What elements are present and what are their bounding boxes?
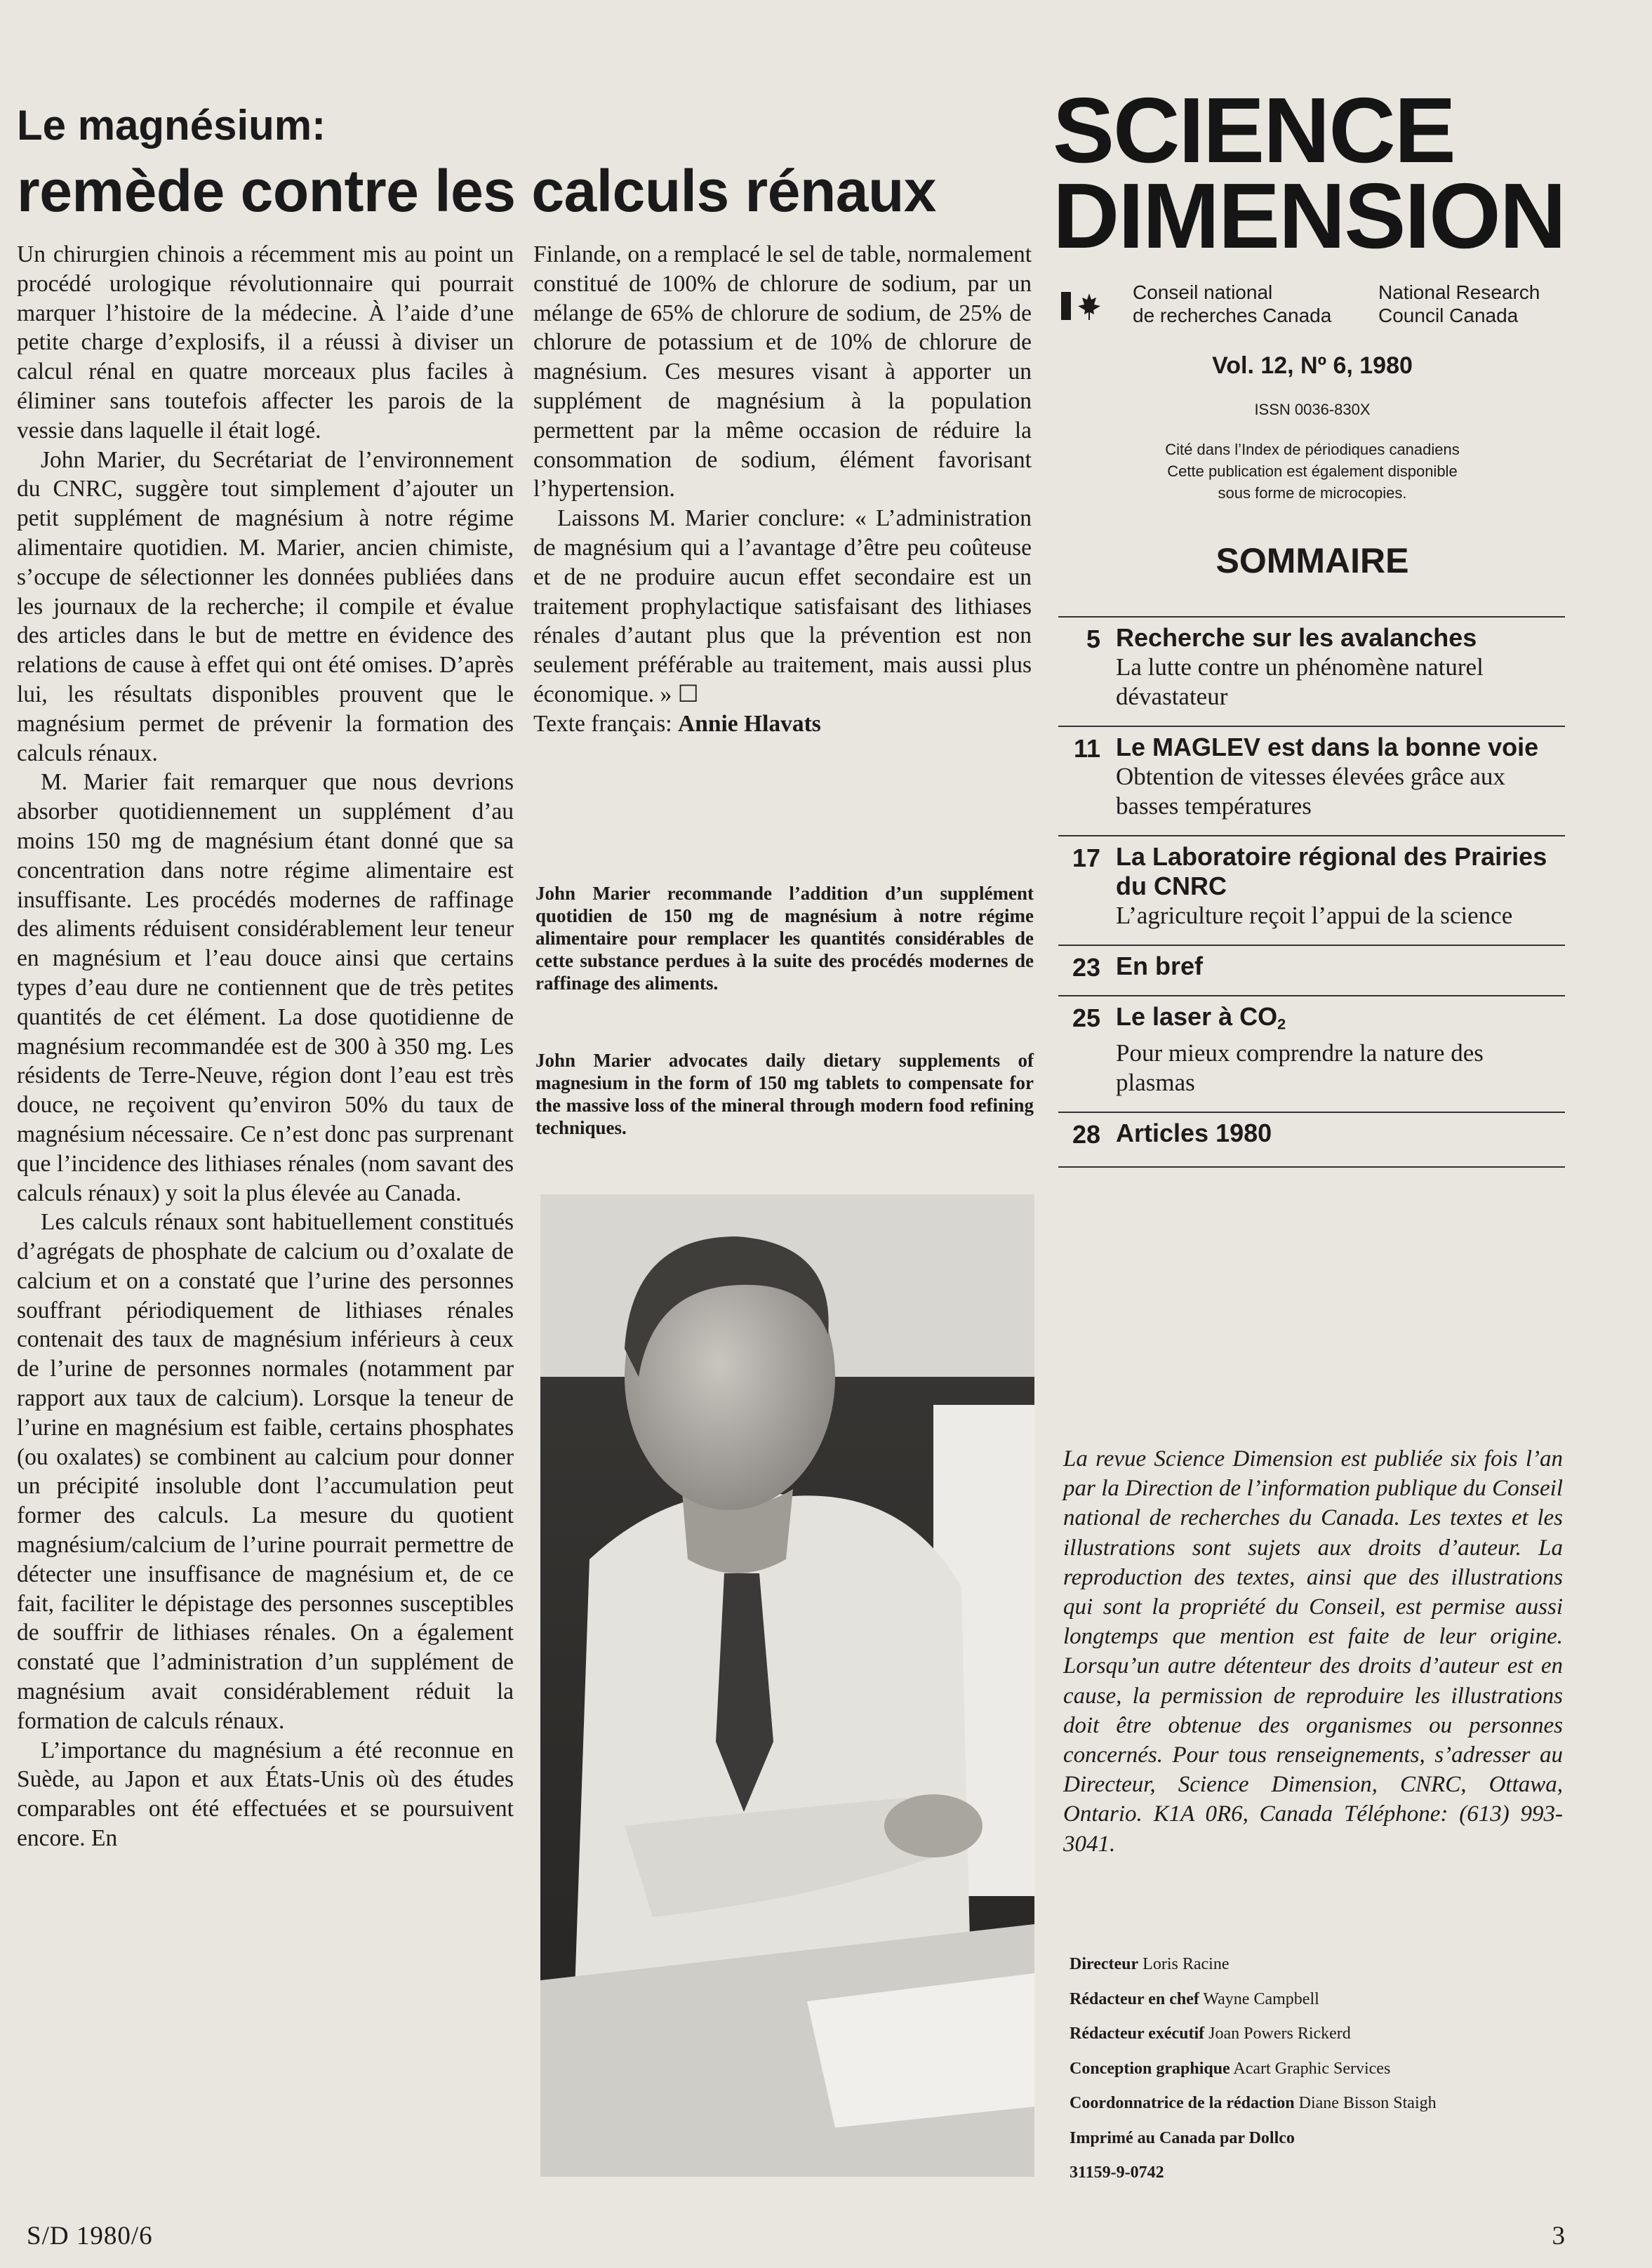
toc-page: 11 bbox=[1073, 734, 1100, 763]
council-signature bbox=[1061, 281, 1580, 337]
toc-page: 25 bbox=[1072, 1003, 1100, 1032]
translator-label: Texte français: bbox=[533, 710, 672, 737]
staff-role: Coordonnatrice de la rédaction bbox=[1070, 2094, 1295, 2112]
masthead-line-2: DIMENSION bbox=[1053, 164, 1566, 267]
toc-page: 28 bbox=[1072, 1120, 1100, 1149]
staff-line bbox=[1070, 2017, 1575, 2052]
council-en-line-2: Council Canada bbox=[1378, 305, 1519, 326]
caption-english: John Marier advocates daily dietary supplements of magnesium in the form of 150 mg tablets to compensate for the massive loss of the mineral through modern food refining techniques. bbox=[535, 1050, 1034, 1138]
toc-subtitle: Obtention de vitesses élevées grâce aux basses températures bbox=[1116, 763, 1505, 820]
staff-name: Diane Bisson Staigh bbox=[1298, 2094, 1437, 2112]
council-en-line-1: National Research bbox=[1378, 281, 1540, 303]
toc-item[interactable] bbox=[1058, 726, 1565, 835]
toc-title: En bref bbox=[1116, 952, 1204, 980]
staff-line bbox=[1070, 1947, 1575, 1982]
staff-code: 31159-9-0742 bbox=[1070, 2163, 1164, 2182]
staff-name: Loris Racine bbox=[1143, 1955, 1230, 1973]
paragraph: Les calculs rénaux sont habituellement constitués d’agrégats de phosphate de calcium ou d’oxalate de calcium et on a constaté que l’urine des personnes souffrant périodiquement de lithiases rénales contenait des taux de magnésium inférieurs à ceux de l’urine de personnes normales (notamment par rapport aux taux de calcium). Lorsque la teneur de l’urine en magnésium est faible, certains phosphates (ou oxalates) se combinent au calcium pour donner un précipité insoluble dont l’accumulation peut former des calculs. La mesure du quotient magnésium/calcium de l’urine pourrait permettre de détecter une insuffisance de magnésium et, de ce fait, faciliter le dépistage des personnes susceptibles de souffrir de lithiases rénales. On a également constaté que l’administration d’un supplément de magnésium avait considérablement réduit la formation de calculs rénaux. bbox=[17, 1209, 514, 1734]
staff-role: Imprimé au Canada par Dollco bbox=[1070, 2128, 1295, 2147]
page-number: 3 bbox=[1552, 2222, 1565, 2250]
translator-name: Annie Hlavats bbox=[678, 710, 821, 737]
article-column-2 bbox=[533, 240, 1032, 739]
publication-info: La revue Science Dimension est publiée six fois l’an par la Direction de l’information publique du Conseil national de recherches du Canada. Les textes et les illustrations sont sujets aux droits d’auteur. La reproduction des textes, ainsi que des illustrations qui sont la propriété du Conseil, est permise aussi longtemps que mention est faite de leur origine. Lorsqu’un autre détenteur des droits d’auteur est en cause, la permission de reproduire les illustrations doit être obtenue des organismes ou personnes concernés. Pour tous renseignements, s’adresser au Directeur, Science Dimension, CNRC, Ottawa, Ontario. K1A 0R6, Canada Téléphone: (613) 993-3041. bbox=[1063, 1446, 1563, 1857]
staff-name: Acart Graphic Services bbox=[1233, 2059, 1391, 2078]
toc-title-subscript: 2 bbox=[1277, 1015, 1286, 1033]
paragraph: L’importance du magnésium a été reconnue en Suède, au Japon et aux États-Unis où des études comparables ont été effectuées et se poursuivent encore. En bbox=[17, 1737, 514, 1852]
toc-subtitle: Pour mieux comprendre la nature des plasmas bbox=[1116, 1039, 1484, 1097]
toc-divider bbox=[1058, 1166, 1565, 1168]
toc-subtitle: La lutte contre un phénomène naturel dévastateur bbox=[1116, 653, 1484, 710]
council-name-english bbox=[1378, 281, 1540, 327]
index-note-line: sous forme de microcopies. bbox=[1218, 484, 1407, 502]
staff-line bbox=[1070, 2086, 1575, 2121]
sommaire-heading: SOMMAIRE bbox=[1215, 541, 1409, 580]
portrait-illustration bbox=[540, 1194, 1034, 2177]
footer-issue: S/D 1980/6 bbox=[27, 2222, 153, 2250]
staff-name: Wayne Campbell bbox=[1203, 1989, 1319, 2008]
table-of-contents bbox=[1058, 616, 1565, 1168]
toc-item[interactable] bbox=[1058, 616, 1565, 726]
canada-flag-icon bbox=[1061, 291, 1103, 321]
portrait-photo bbox=[540, 1194, 1034, 2177]
toc-title bbox=[1116, 1002, 1565, 1039]
magazine-masthead bbox=[1053, 79, 1586, 267]
toc-title: Le MAGLEV est dans la bonne voie bbox=[1116, 733, 1539, 761]
staff-credits bbox=[1070, 1947, 1575, 2191]
article-headline bbox=[17, 98, 1041, 229]
council-name-french bbox=[1133, 281, 1331, 327]
paragraph: Finlande, on a remplacé le sel de table, normalement constitué de 100% de chlorure de sodium, par un mélange de 65% de chlorure de sodium, de 25% de chlorure de potassium et de 10% de chlorure de magnésium. Ces mesures visant à apporter un supplément de magnésium à la population permettent par la même occasion de réduire la consommation de sodium, élément favorisant l’hypertension. bbox=[533, 241, 1032, 502]
toc-item[interactable] bbox=[1058, 835, 1565, 945]
issn: ISSN 0036-830X bbox=[1254, 401, 1371, 418]
headline-line-1: Le magnésium: bbox=[17, 102, 326, 149]
staff-role: Conception graphique bbox=[1070, 2059, 1230, 2078]
headline-line-2: remède contre les calculs rénaux bbox=[17, 158, 936, 224]
toc-item[interactable] bbox=[1058, 995, 1565, 1112]
paragraph: Laissons M. Marier conclure: « L’administration de magnésium qui a l’avantage d’être peu coûteuse et de ne produire aucun effet secondaire est un traitement prophylactique satisfaisant des lithiases rénales d’autant plus que la prévention est non seulement préférable au traitement, mais aussi plus économique. » ☐ bbox=[533, 505, 1032, 707]
toc-title-text: Le laser à CO bbox=[1116, 1002, 1278, 1031]
staff-role: Rédacteur en chef bbox=[1070, 1989, 1199, 2008]
council-fr-line-1: Conseil national bbox=[1133, 281, 1273, 303]
paragraph: M. Marier fait remarquer que nous devrions absorber quotidiennement un supplément d’au moins 150 mg de magnésium étant donné que sa concentration dans notre régime alimentaire est insuffisante. Les procédés modernes de raffinage des aliments réduisent considérablement leur teneur en magnésium et l’eau douce ainsi que certains types d’eau dure ne contiennent que de très petites quantités de cet élément. La dose quotidienne de magnésium recommandée est de 300 à 350 mg. Les résidents de Terre-Neuve, région dont l’eau est très douce, ne reçoivent qu’environ 50% du taux de magnésium nécessaire. Ce n’est donc pas surprenant que l’incidence des lithiases rénales (nom savant des calculs rénaux) y soit la plus élevée au Canada. bbox=[17, 769, 514, 1206]
council-fr-line-2: de recherches Canada bbox=[1133, 305, 1332, 326]
translator-credit bbox=[533, 709, 1032, 739]
toc-title: Articles 1980 bbox=[1116, 1119, 1272, 1148]
article-column-1 bbox=[17, 240, 514, 1853]
toc-item[interactable] bbox=[1058, 1112, 1565, 1166]
masthead-line-1: SCIENCE bbox=[1053, 79, 1455, 182]
index-note-line: Cette publication est également disponible bbox=[1167, 462, 1458, 480]
toc-page: 23 bbox=[1072, 953, 1100, 982]
toc-item[interactable] bbox=[1058, 945, 1565, 995]
toc-page: 5 bbox=[1086, 625, 1100, 653]
index-note bbox=[1053, 439, 1572, 504]
paragraph: Un chirurgien chinois a récemment mis au point un procédé urologique révolutionnaire qui pourrait marquer l’histoire de la médecine. À l’aide d’une petite charge d’explosifs, il a réussi à diviser un calcul rénal en quatre morceaux plus faciles à éliminer sans toutefois affecter les parois de la vessie dans laquelle il était logé. bbox=[17, 241, 514, 443]
staff-line bbox=[1070, 2156, 1575, 2191]
toc-title: Recherche sur les avalanches bbox=[1116, 623, 1477, 652]
staff-line bbox=[1070, 2121, 1575, 2156]
index-note-line: Cité dans l’Index de périodiques canadiens bbox=[1165, 441, 1460, 458]
toc-subtitle: L’agriculture reçoit l’appui de la science bbox=[1116, 902, 1513, 929]
staff-name: Joan Powers Rickerd bbox=[1208, 2024, 1351, 2043]
staff-line bbox=[1070, 1982, 1575, 2017]
paragraph: John Marier, du Secrétariat de l’environnement du CNRC, suggère tout simplement d’ajouter un petit supplément de magnésium à notre régime alimentaire quotidien. M. Marier, ancien chimiste, s’occupe de sélectionner les données publiées dans les journaux de la recherche; il compile et évalue des articles dans le but de mettre en évidence des relations de cause à effet qui ont été omises. D’après lui, les résultats disponibles prouvent que le magnésium permet de prévenir la formation des calculs rénaux. bbox=[17, 446, 514, 766]
staff-line bbox=[1070, 2052, 1575, 2087]
staff-role: Directeur bbox=[1070, 1955, 1139, 1973]
volume-info: Vol. 12, Nº 6, 1980 bbox=[1212, 352, 1413, 379]
caption-french: John Marier recommande l’addition d’un supplément quotidien de 150 mg de magnésium à notre régime alimentaire pour remplacer les quantités considérables de cette substance perdues à la suite des procédés modernes de raffinage des aliments. bbox=[535, 883, 1034, 994]
toc-page: 17 bbox=[1072, 843, 1100, 872]
toc-title: La Laboratoire régional des Prairies du CNRC bbox=[1116, 842, 1547, 900]
staff-role: Rédacteur exécutif bbox=[1070, 2024, 1205, 2043]
